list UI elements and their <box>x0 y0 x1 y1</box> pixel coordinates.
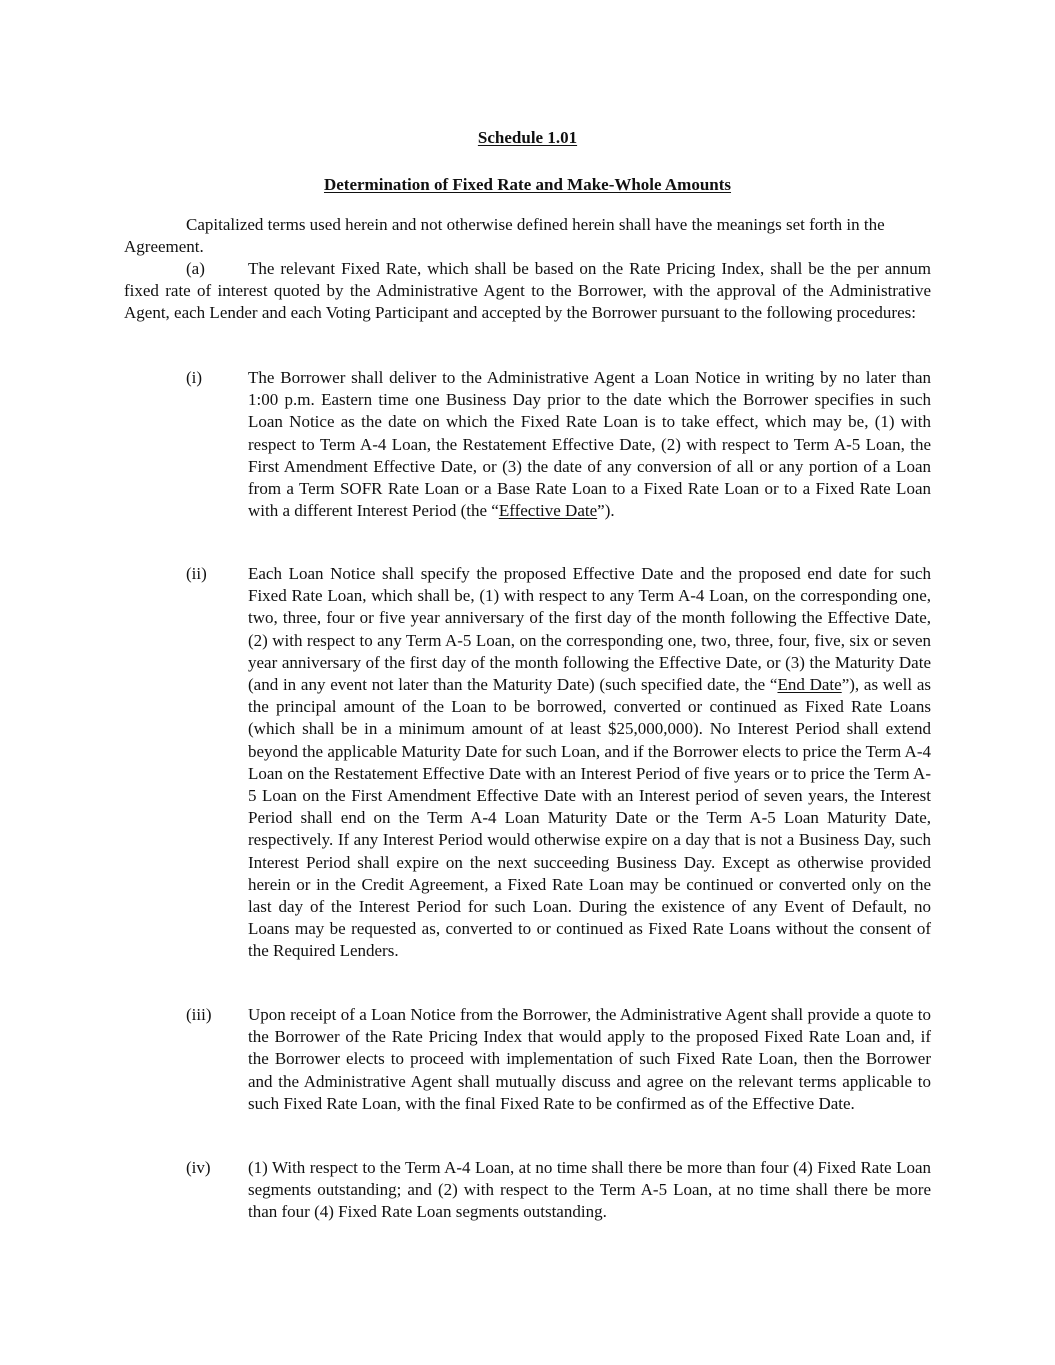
list-item-iii <box>186 1004 931 1115</box>
item-text-before: The Borrower shall deliver to the Administrative Agent a Loan Notice in writing by no later than 1:00 p.m. Eastern time one Business Day prior to the date which the Borrower specifies in such Loan Notice as the date on which the Fixed Rate Loan is to take effect, which may be, (1) with respect to Term A-4 Loan, the Restatement Effective Date, (2) with respect to Term A-5 Loan, the First Amendment Effective Date, or (3) the date of any conversion of all or any portion of a Loan from a Term SOFR Rate Loan or a Base Rate Loan to a Fixed Rate Loan or to a Fixed Rate Loan with a different Interest Period (the “ <box>248 368 931 521</box>
defined-term-effective-date: Effective Date <box>498 501 598 521</box>
item-text-before: Each Loan Notice shall specify the proposed Effective Date and the proposed end date for such Fixed Rate Loan, which shall be, (1) with respect to any Term A-4 Loan, on the corresponding one, two, three, four or five year anniversary of the first day of the month following the Effective Date, (2) with respect to any Term A-5 Loan, on the corresponding one, two, three, four, five, six or seven year anniversary of the first day of the month following the Effective Date, or (3) the Maturity Date (and in any event not later than the Maturity Date) (such specified date, the “ <box>248 564 931 695</box>
paragraph-a <box>124 258 931 325</box>
paragraph-a-text: The relevant Fixed Rate, which shall be based on the Rate Pricing Index, shall be the per annum fixed rate of interest quoted by the Administrative Agent to the Borrower, with the approval of the Administrative Agent, each Lender and each Voting Participant and accepted by the Borrower pursuant to the following procedures: <box>124 259 931 323</box>
list-item-text: (1) With respect to the Term A-4 Loan, at no time shall there be more than four (4) Fixed Rate Loan segments outstanding; and (2) with respect to the Term A-5 Loan, at no time shall there be more than four (4) Fixed Rate Loan segments outstanding. <box>248 1158 931 1222</box>
list-item-text <box>248 563 931 963</box>
defined-term-end-date: End Date <box>777 675 842 695</box>
section-title-text: Determination of Fixed Rate and Make-Whole Amounts <box>323 175 732 194</box>
section-title <box>0 174 1055 196</box>
intro-paragraph: Capitalized terms used herein and not otherwise defined herein shall have the meanings set forth in the Agreement. <box>124 215 885 257</box>
list-item-number: (iv) <box>186 1158 211 1177</box>
item-text-after: ”). <box>597 501 615 521</box>
list-item-number: (i) <box>186 368 203 387</box>
list-item-i <box>186 367 931 522</box>
list-item-text <box>248 367 931 522</box>
list-item-number: (ii) <box>186 564 207 583</box>
item-text-after: ”), as well as the principal amount of the Loan to be borrowed, converted or continued as Fixed Rate Loans (which shall be in a minimum amount of at least $25,000,000). No Interest Period shall extend beyond the applicable Maturity Date for such Loan, and if the Borrower elects to price the Term A-4 Loan on the Restatement Effective Date with an Interest Period of five years or to price the Term A-5 Loan on the First Amendment Effective Date with an Interest period of seven years, the Interest Period shall end on the Term A-4 Loan Maturity Date or the Term A-5 Loan Maturity Date, respectively. If any Interest Period would otherwise expire on a day that is not a Business Day, such Interest Period shall expire on the next succeeding Business Day. Except as otherwise provided herein or in the Credit Agreement, a Fixed Rate Loan may be continued or converted only on the last day of the Interest Period for such Loan. During the existence of any Event of Default, no Loans may be requested as, converted to or continued as Fixed Rate Loans without the consent of the Required Lenders. <box>248 675 931 961</box>
schedule-title-text: Schedule 1.01 <box>477 128 578 147</box>
list-item-iv <box>186 1157 931 1224</box>
list-item-text: Upon receipt of a Loan Notice from the Borrower, the Administrative Agent shall provide a quote to the Borrower of the Rate Pricing Index that would apply to the proposed Fixed Rate Loan and, if the Borrower elects to proceed with implementation of such Fixed Rate Loan, then the Borrower and the Administrative Agent shall mutually discuss and agree on the relevant terms applicable to such Fixed Rate Loan, with the final Fixed Rate to be confirmed as of the Effective Date. <box>248 1005 931 1113</box>
schedule-title <box>0 127 1055 149</box>
list-item-ii <box>186 563 931 963</box>
paragraph-a-label: (a) <box>186 259 205 278</box>
list-item-number: (iii) <box>186 1005 212 1024</box>
